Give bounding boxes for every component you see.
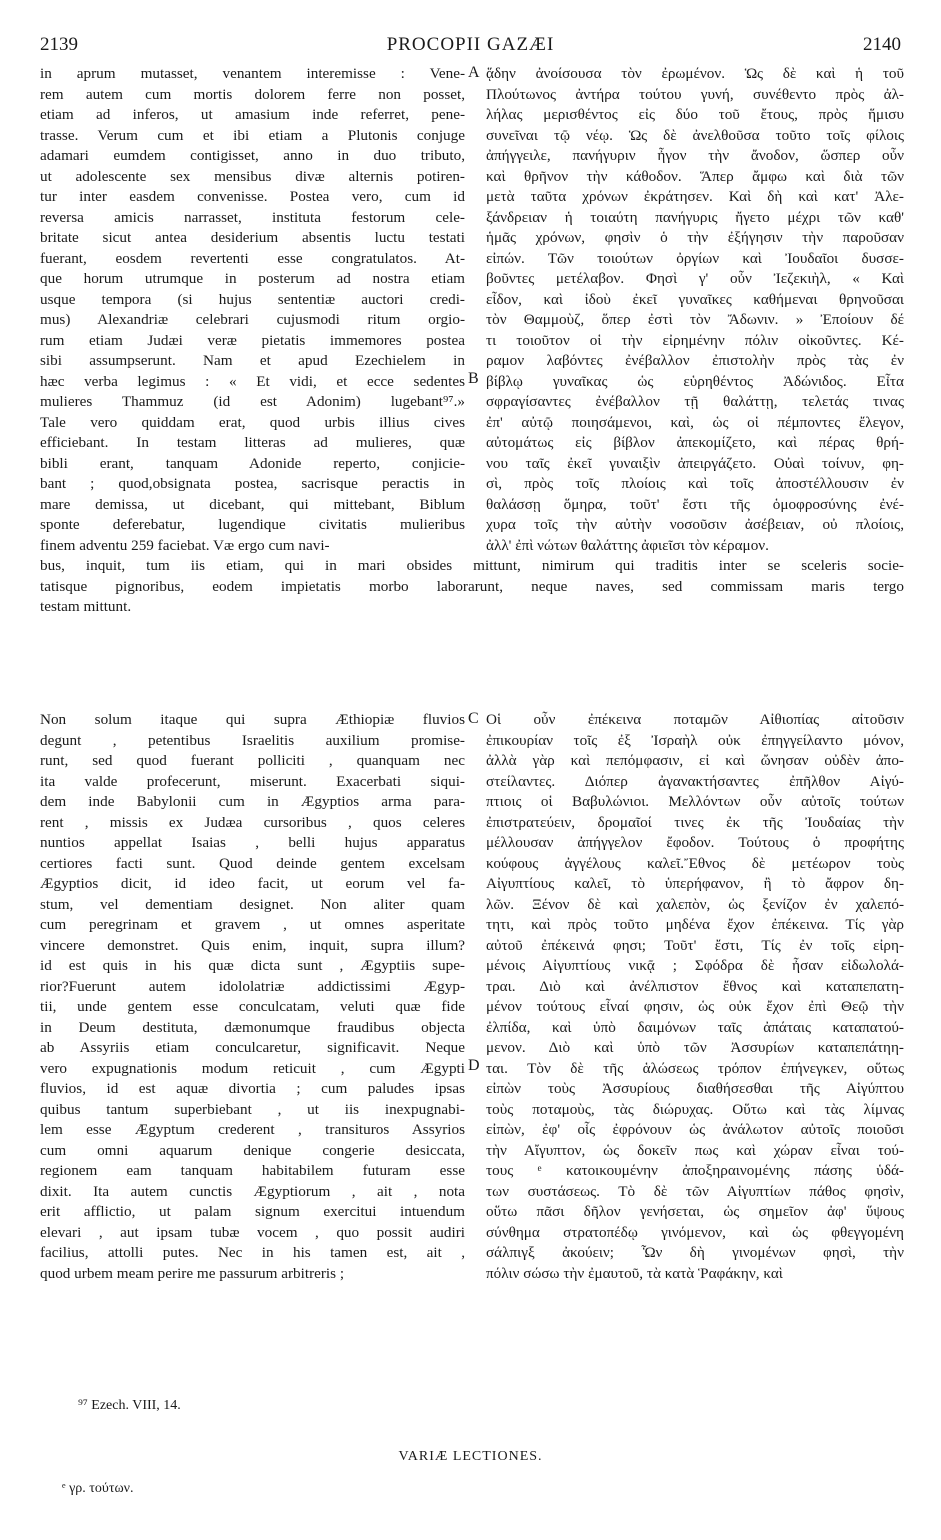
text-line: ᾅδην ἀνοίσουσα τὸν ἐρωμένον. Ὡς δὲ καὶ ἡ τοῦ (486, 65, 904, 82)
text-line: ἐπ' αὐτῷ ποιησάμενοι, καὶ, ὡς οἱ πέμποντες ἔλεγον, (486, 413, 904, 431)
text-line: etiam ad inferos, ut amasium inde referret, pene- (40, 106, 465, 123)
text-line: λῶν. Ξένον δὲ καὶ χαλεπὸν, ὡς ξενίζον ἐν χαλεπό- (486, 895, 904, 913)
text-line: συνεῖναι τῷ νέῳ. Ὡς δὲ ἀνελθοῦσα τοῦτο τοῖς φίλοις (486, 126, 904, 144)
variant-reading: ᵉ γρ. τούτων. (62, 1481, 134, 1496)
text-line: sibi assumpserunt. Nam et apud Ezechielem in (40, 352, 465, 369)
text-line: σὶ, πρὸς τοῖς πλοίοις καὶ τοῖς ἀποστέλλουσιν ἐν (486, 475, 904, 492)
text-line: μέλλουσαν ἀπήγγελον ἔφοδον. Τούτους ὁ προφήτης (486, 834, 904, 851)
text-line: rum etiam Judæi veræ pietatis immemores postea (40, 331, 465, 349)
text-line: στείλαντες. Διόπερ ἀγανακτήσαντες ἐπῆλθον Αἰγύ- (486, 772, 904, 790)
text-line: erit afflictio, ut palam signum exercitui intuendum (40, 1203, 465, 1220)
text-line: βοῦντες μετέλαβον. Φησὶ γ' οὖν Ἰεζεκιὴλ, « Καὶ (486, 270, 904, 287)
text-line: πόλιν σώσω τὴν ἐμαυτοῦ, τὰ κατὰ Ῥαφάκην, καὶ (486, 1264, 783, 1282)
text-line: regionem eam tanquam habitabilem futuram esse (40, 1162, 465, 1179)
text-line: Πλούτωνος ἀντήρα τούτου γυνή, συνέθεντο πρὸς ἀλ- (486, 85, 904, 103)
text-line: rem autem cum mortis dolorem ferre non posset, (40, 85, 465, 103)
text-line: degunt , petentibus Israelitis auxilium promise- (40, 731, 465, 749)
text-line: μένον τούτους εἶναί φησιν, ὡς οὐκ ἔχον ἐπὶ Θεῷ τὴν (486, 998, 904, 1015)
text-line: ab Assyriis etiam conculcaretur, significavit. Neque (40, 1039, 465, 1056)
text-line: ξάνδρειαν ἡ τοιαύτη πανήγυρις ἤγετο μέχρι τῶν καθ' (486, 208, 904, 226)
text-line: οὕτω πᾶσι δῆλον γενήσεται, ὡς σημεῖον ἀφ' ὕψους (486, 1203, 904, 1220)
margin-marker-a: A (468, 64, 480, 81)
text-line: cum peregrinam et gravem , ut omnes asperitate (40, 916, 465, 933)
text-line: αὐτομάτως εἰς βίβλον ἀπεκομίζετο, καὶ πέρας θρή- (486, 434, 904, 451)
text-line: τι τοιοῦτον οἱ τὴν εἰρημένην πόλιν οἰκοῦντες. Κέ- (486, 331, 904, 349)
text-line: ἐπικουρίαν τοῖς ἐξ Ἰσραὴλ οὐκ ἐπηγγείλαντο μόνον, (486, 731, 904, 749)
text-line: cum omni aquarum denique congerie desiccata, (40, 1141, 465, 1159)
latin-column-top (40, 64, 465, 556)
latin-full-width (40, 556, 904, 618)
page-header (40, 34, 901, 60)
text-line: id est quis in his quæ dicta sunt , Ægyptiis supe- (40, 957, 465, 974)
running-title: PROCOPII GAZÆI (386, 34, 555, 55)
text-line: fluvios, id est aquæ divortia ; cum paludes ipsas (40, 1080, 465, 1097)
text-line: nuntios appellat Isaias , belli hujus apparatus (40, 834, 465, 851)
text-line: Non solum itaque qui supra Æthiopiæ fluvios (40, 711, 465, 728)
text-line: τὸν Θαμμοὺζ, ὅπερ ἐστὶ τὸν Ἄδωνιν. » Ἐποίουν δέ (486, 311, 904, 328)
text-line: ἀπήγγειλε, πανήγυριν ἦγον τὴν ἄνοδον, ὥσπερ οὖν (486, 147, 904, 164)
text-line: adamari eumdem contigisset, anno in duo tributo, (40, 147, 465, 164)
text-line: vincere demonstret. Quis enim, inquit, supra illum? (40, 936, 465, 954)
text-line: mus) Alexandriæ celebrari cujusmodi ritum orgio- (40, 311, 465, 328)
margin-marker-d: D (468, 1057, 480, 1074)
text-line: νου ταῖς ἐκεῖ γυναιξὶν ἀπειργάζετο. Οὐαὶ τοίνυν, φη- (486, 454, 904, 472)
footnote: ⁹⁷ Ezech. VIII, 14. (78, 1398, 181, 1413)
text-line: sponte deferebatur, lugendique civitatis mulieribus (40, 516, 465, 533)
text-line: runt, sed quod fuerant polliciti , quanquam nec (40, 752, 465, 769)
text-line: εἰπών. Τῶν τοιούτων ὀργίων καὶ Ἰουδαῖοι δυσσε- (486, 249, 904, 267)
text-line: Ægyptios dicit, id ideo facit, ut eorum vel fa- (40, 875, 465, 892)
text-line: reversa amicis narrasset, instituta festorum cele- (40, 208, 465, 226)
text-line: rior?Fuerunt autem idololatriæ addictissimi Ægyp- (40, 977, 465, 995)
page-number-left: 2139 (40, 34, 78, 55)
greek-column-top (486, 64, 904, 556)
text-line: τοὺς ποταμοὺς, τὰς διώρυχας. Οὕτω καὶ τὰς λίμνας (486, 1100, 904, 1118)
text-line: τους ᵉ κατοικουμένην ἀποξηραινομένης πάσης ὑδά- (486, 1162, 904, 1179)
text-line: tii, unde gentem esse conculcatam, veluti quæ fide (40, 998, 465, 1015)
text-line: βίβλῳ γυναῖκας ὡς εὑρηθέντος Ἀδώνιδος. Εἶτα (486, 372, 904, 390)
text-line: ἐπιστρατεύειν, δρομαῖοί τινες ἐκ τῆς Ἰουδαίας τὴν (486, 813, 904, 831)
text-line: efficiebant. In testam litteras ad mulieres, quæ (40, 434, 465, 451)
text-line: ται. Τὸν δὲ τῆς ἁλώσεως τρόπον ἐπήνεγκεν, οὕτως (486, 1059, 904, 1077)
margin-marker-c: C (468, 710, 479, 727)
text-line: tur inter easdem convenisse. Postea vero, cum id (40, 188, 465, 205)
text-line: bant ; quod,obsignata postea, sacrisque peractis in (40, 475, 465, 492)
text-line: μετὰ ταῦτα χρόνων ἐκράτησεν. Καὶ δὴ καὶ κατ' Ἀλε- (486, 188, 904, 205)
text-line: certiores facti sunt. Quod deinde gentem excelsam (40, 854, 465, 872)
text-line: χυρα τοῖς τὴν αὐτὴν νοσοῦσιν ἀσέβειαν, οὐ πλοίοις, (486, 516, 904, 533)
text-line: in aprum mutasset, venantem interemisse : Vene- (40, 65, 465, 82)
text-line: θαλάσσῃ ὅμηρα, τοῦτ' ἔστι τῆς ὁμοφροσύνης ἐνέ- (486, 495, 904, 513)
text-line: τραι. Διὸ καὶ ἀνέλπιστον ἔθνος καὶ καταπεπατη- (486, 977, 904, 995)
text-line: bus, inquit, tum iis etiam, qui in mari obsides mittunt, nimirum qui traditis inter se sceleris socie- (40, 557, 904, 574)
text-line: trasse. Verum cum et ibi etiam a Plutonis conjuge (40, 126, 465, 144)
text-line: dem inde Babylonii cum in Ægyptios arma para- (40, 793, 465, 810)
text-line: ut adolescente sex mensibus divæ alternis potiren- (40, 167, 465, 185)
text-line: κούφους ἀγγέλους καλεῖ.Ἔθνος δὲ μετέωρον τοὺς (486, 854, 904, 872)
text-line: quod urbem meam perire me passurum arbitreris ; (40, 1264, 345, 1282)
text-line: testam mittunt. (40, 598, 132, 615)
text-line: tatisque pignoribus, eodem impietatis morbo laborarunt, neque naves, sed commissam maris tergo (40, 577, 904, 595)
text-line: in Deum destituta, dæmonumque fraudibus objecta (40, 1018, 465, 1036)
text-line: μένοις Αἰγυπτίους νικᾷ ; Σφόδρα δὲ ἦσαν εἰδωλολά- (486, 957, 904, 974)
text-line: ἀλλ' ἐπὶ νώτων θαλάττης ἀφιεῖσι τὸν κέραμον. (486, 536, 769, 554)
text-line: καὶ θρῆνον τὴν κάθοδον. Ἅπερ ἄμφω καὶ διὰ τῶν (486, 167, 904, 185)
text-line: των συστάσεως. Τὸ δὲ τῶν Αἰγυπτίων πάθος φησὶν, (486, 1182, 904, 1200)
variae-lectiones-heading: VARIÆ LECTIONES. (398, 1449, 543, 1464)
text-line: Tale vero quiddam erat, quod urbis illius cives (40, 413, 465, 431)
text-line: britate sicut antea desiderium absentis luctu testati (40, 229, 465, 246)
text-line: πτιοις οἱ Βαβυλώνιοι. Μελλόντων οὖν αὐτοῖς τούτων (486, 793, 904, 810)
text-line: αὐτοῦ ἐπέκεινά φησι; Τοῦτ' ἔστι, Τίς ἐν τοῖς εἰρη- (486, 936, 904, 954)
text-line: εἶδον, καὶ ἰδοὺ ἐκεῖ γυναῖκες καθήμεναι θρηνοῦσαι (486, 290, 904, 308)
text-line: lem esse Ægyptum crederent , transituros Assyrios (40, 1121, 465, 1138)
text-line: que horum utrumque in posterum ad nostra etiam (40, 270, 465, 287)
text-line: hæc verba legimus : « Et vidi, et ecce sedentes (40, 372, 465, 390)
text-line: ἐλπίδα, καὶ ὑπὸ δαιμόνων ταῖς ἀπάταις καταπατού- (486, 1018, 904, 1036)
text-line: ita valde profecerunt, miserunt. Exacerbati siqui- (40, 772, 465, 790)
text-line: Οἱ οὖν ἐπέκεινα ποταμῶν Αἰθιοπίας αἰτοῦσιν (486, 711, 904, 728)
text-line: εἰπὼν, ἐφ' οἷς ἐφρόνουν ὡς ἀνάλωτον αὐτοῖς ποιοῦσι (486, 1121, 904, 1138)
text-line: Αἰγυπτίους καλεῖ, τὸ ὑπερήφανον, ἢ τὸ ἄφρον δη- (486, 875, 904, 892)
latin-column-bottom (40, 710, 465, 1284)
text-line: λήλας μερισθέντος εἰς δύο τοῦ ἔτους, πρὸς ἥμισυ (486, 106, 904, 123)
text-line: usque tempora (si hujus sententiæ auctori credi- (40, 290, 465, 308)
text-line: stum, vel dementiam designet. Non aliter quam (40, 895, 465, 913)
text-line: μενον. Διὸ καὶ ὑπὸ τῶν Ἀσσυρίων καταπεπάτηη- (486, 1039, 904, 1056)
text-line: τητι, καὶ πρὸς τοῦτο μηδένα ἔχον ἐπέκεινα. Τίς γὰρ (486, 916, 904, 933)
text-line: σύνθημα στρατοπέδῳ γινόμενον, καὶ ὡς φθεγγομένη (486, 1223, 904, 1241)
text-line: rent , missis ex Judæa cursoribus , quos celeres (40, 813, 465, 831)
text-line: τὴν Αἴγυπτον, ὡς δοκεῖν πως καὶ χώραν εἶναι τού- (486, 1141, 904, 1159)
text-line: ἡμᾶς χρόνων, φησὶν ὁ τὴν ἐξήγησιν τὴν παροῦσαν (486, 229, 904, 246)
text-line: ραμον λαβόντες ἐνέβαλλον ἐπιστολὴν πρὸς τὰς ἐν (486, 352, 904, 369)
text-line: fuerant, eosdem revertenti esse congratulatos. At- (40, 249, 465, 267)
text-line: dixit. Ita autem cunctis Ægyptiorum , ait , nota (40, 1182, 465, 1200)
text-line: σφραγίσαντες ἐνέβαλλον τῇ θαλάττῃ, τελετάς τινας (486, 393, 904, 410)
text-line: εἰπὼν τοὺς Ἀσσυρίους διαθήσεσθαι τῆς Αἰγύπτου (486, 1080, 904, 1097)
text-line: mulieres Thammuz (id est Adonim) lugebant⁹⁷.» (40, 393, 465, 410)
greek-column-bottom (486, 710, 904, 1284)
page-number-right: 2140 (863, 34, 901, 55)
text-line: finem adventu 259 faciebat. Væ ergo cum navi- (40, 536, 330, 554)
text-line: elevari , aut ipsam tubæ vocem , quo possit audiri (40, 1223, 465, 1241)
text-line: vero expugnationis modum reticuit , cum Ægypti (40, 1059, 465, 1077)
text-line: σάλπιγξ ἀκούειν; Ὧν δὴ γινομένων φησὶ, τὴν (486, 1244, 904, 1261)
text-line: bibli erant, tanquam Adonide reperto, conjicie- (40, 454, 465, 472)
text-line: quibus tantum superbiebant , ut iis inexpugnabi- (40, 1100, 465, 1118)
text-line: facilius, attolli putes. Nec in his tamen est, ait , (40, 1244, 465, 1261)
text-line: mare demissa, ut dicebant, qui mittebant, Biblum (40, 495, 465, 513)
margin-marker-b: B (468, 370, 479, 387)
text-line: ἀλλὰ γὰρ καὶ πεπόμφασιν, εἰ καὶ ὤνησαν οὐδὲν ἀπο- (486, 752, 904, 769)
